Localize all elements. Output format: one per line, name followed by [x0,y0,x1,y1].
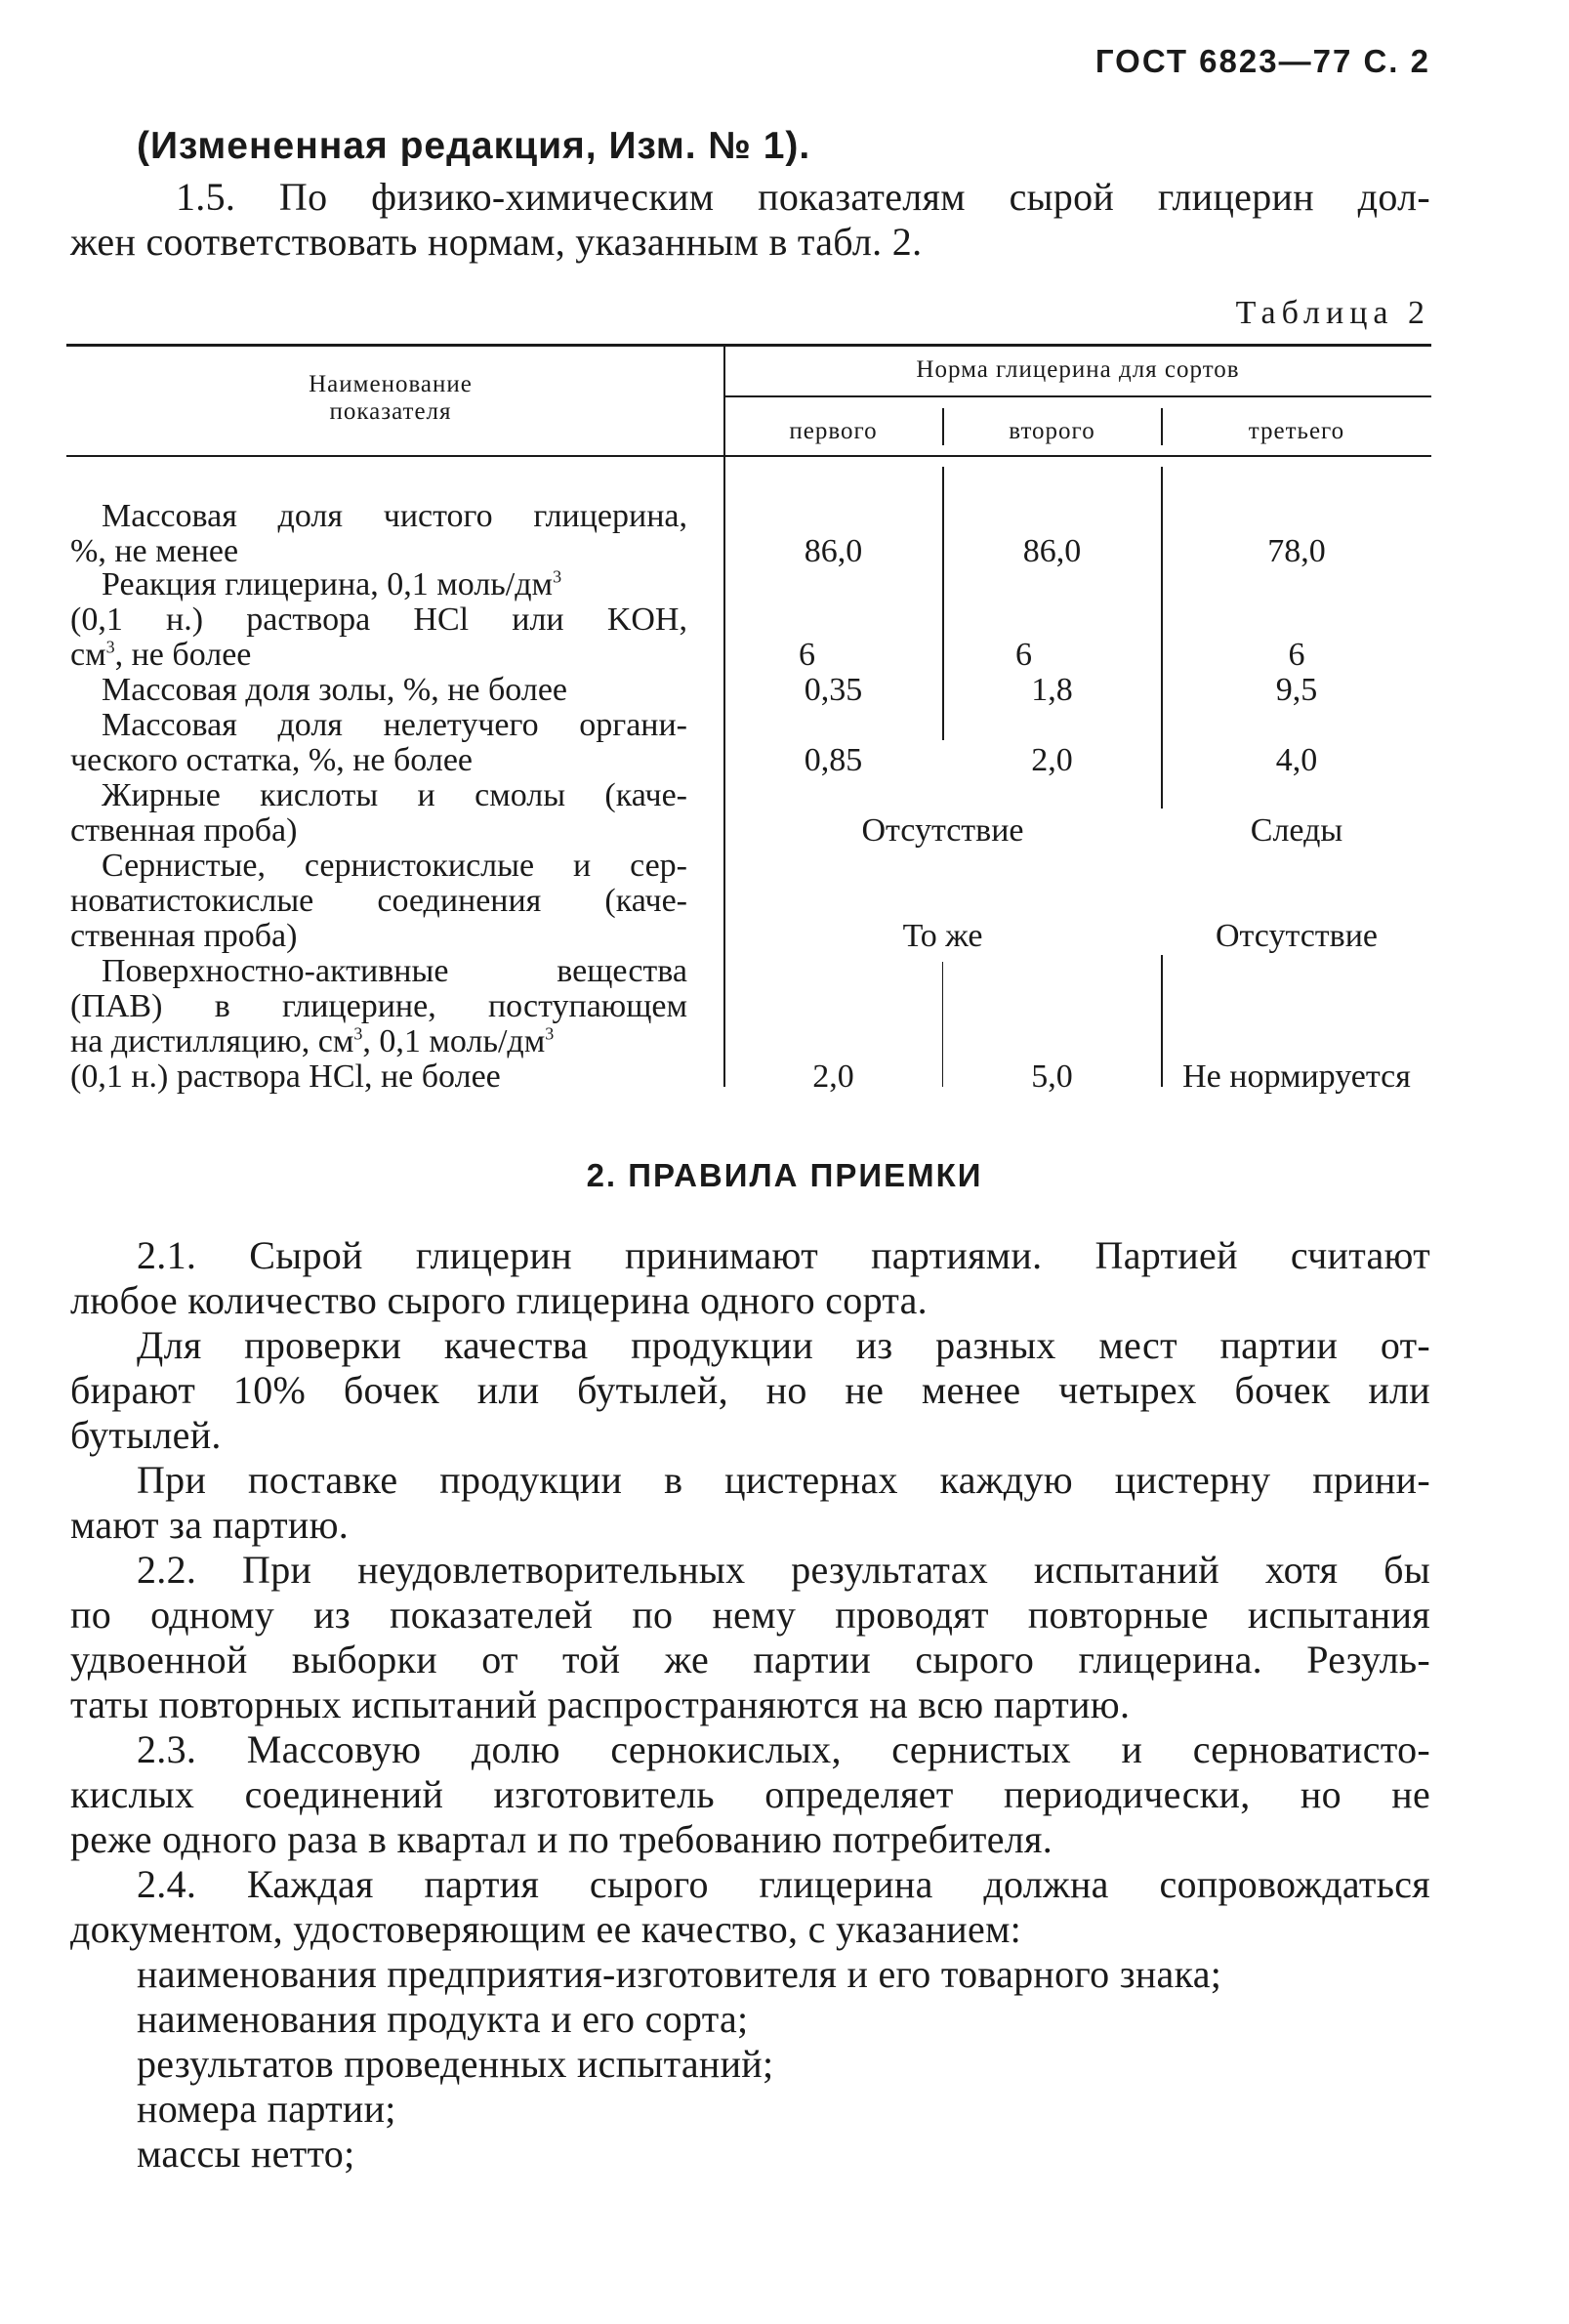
s2-line-20: номера партии; [137,2087,396,2131]
s2-line-10: удвоенной выборки от той же партии сырого глицерина. Резуль- [70,1638,1430,1681]
row5-name-line1: Жирные кислоты и смолы (каче- [102,777,687,813]
para-1-5-line1: 1.5. По физико-химическим показателям сырой глицерин дол- [176,175,1430,219]
s2-line-13: кислых соединений изготовитель определяет периодически, но не [70,1772,1430,1816]
col-norm-header: Норма глицерина для сортов [916,356,1240,383]
row1-grade3: 78,0 [1267,533,1326,569]
table-caption: Таблица 2 [1235,295,1430,331]
row4-grade1: 0,85 [804,742,863,778]
row7-text-d: , 0,1 моль/дм [362,1023,546,1059]
grade-1-header: первого [789,418,878,444]
s2-line-16: документом, удостоверяющим ее качество, с указанием: [70,1907,1022,1951]
s2-line-4: бирают 10% бочек или бутылей, но не менее четырех бочек или [70,1368,1430,1412]
row7-sup-d: 3 [545,1023,555,1044]
row3-name-line1: Массовая доля золы, %, не более [102,672,567,708]
s2-line-9: по одному из показателей по нему проводят повторные испытания [70,1593,1430,1637]
s2-line-6: При поставке продукции в цистернах каждую цистерну прини- [137,1458,1430,1502]
row2-name-line2: (0,1 н.) раствора HCl или KOH, [70,602,687,638]
row4-name-line1: Массовая доля нелетучего органи- [102,707,687,743]
row2-grade1: 6 [799,637,815,673]
s2-line-8: 2.2. При неудовлетворительных результатах испытаний хотя бы [137,1548,1430,1592]
row2-text-c: см [70,637,106,673]
row7-text-c: на дистилляцию, см [70,1023,354,1059]
row2-name-line3 [70,637,251,674]
row7-grade3: Не нормируется [1182,1058,1411,1095]
row7-name-line1: Поверхностно-активные вещества [102,953,687,989]
row4-name-line2: ческого остатка, %, не более [70,742,474,778]
s2-line-5: бутылей. [70,1413,222,1457]
row7-sup-c: 3 [353,1023,363,1044]
row1-grade2: 86,0 [1022,533,1082,569]
s2-line-17: наименования предприятия-изготовителя и его товарного знака; [137,1952,1222,1996]
row7-grade2: 5,0 [1031,1058,1073,1095]
s2-line-1: 2.1. Сырой глицерин принимают партиями. Партией считают [137,1233,1430,1277]
row1-name-line2: %, не менее [70,533,239,569]
s2-line-2: любое количество сырого глицерина одного сорта. [70,1278,928,1322]
row2-text-d: , не более [114,637,252,673]
row6-name-line2: новатистокислые соединения (каче- [70,883,687,919]
section-2-title: 2. ПРАВИЛА ПРИЕМКИ [586,1157,983,1193]
row6-grade12: То же [902,918,983,954]
row6-grade3: Отсутствие [1215,918,1379,954]
row7-name-line4: (0,1 н.) раствора HCl, не более [70,1058,501,1095]
grade-2-header: второго [1009,418,1095,444]
row7-name-line3 [70,1023,695,1060]
s2-line-18: наименования продукта и его сорта; [137,1997,749,2041]
row2-text-a: Реакция глицерина, 0,1 моль/дм [102,566,554,602]
row7-text-c-wrap [70,1023,554,1060]
s2-line-11: таты повторных испытаний распространяются на всю партию. [70,1682,1131,1726]
grade-3-header: третьего [1248,418,1345,444]
table-header-bottom-rule [66,455,1431,457]
table-top-rule [66,344,1431,347]
col-name-header [215,371,566,426]
table-vline-name [723,347,725,1087]
amendment-note: (Измененная редакция, Изм. № 1). [137,125,811,167]
row7-grade1: 2,0 [812,1058,854,1095]
row2-grade3: 6 [1288,637,1305,673]
s2-line-21: массы нетто; [137,2132,355,2176]
row2-sup-c: 3 [105,637,115,657]
s2-line-12: 2.3. Массовую долю сернокислых, сернистых и серноватисто- [137,1727,1430,1771]
row1-name-line1: Массовая доля чистого глицерина, [102,498,687,534]
row5-grade3: Следы [1250,812,1343,849]
row1-grade1: 86,0 [804,533,863,569]
s2-line-19: результатов проведенных испытаний; [137,2042,774,2086]
s2-line-7: мают за партию. [70,1503,350,1547]
row6-name-line1: Сернистые, сернистокислые и сер- [102,848,687,884]
row3-grade3: 9,5 [1275,672,1318,708]
para-1-5-line2: жен соответствовать нормам, указанным в табл. 2. [70,220,923,264]
row2-grade2: 6 [1015,637,1032,673]
row4-grade3: 4,0 [1275,742,1318,778]
row4-grade2: 2,0 [1031,742,1073,778]
row2-name-line1 [102,566,687,603]
row6-name-line3: ственная проба) [70,918,298,954]
s2-line-14: реже одного раза в квартал и по требованию потребителя. [70,1817,1053,1861]
s2-line-15: 2.4. Каждая партия сырого глицерина должна сопровождаться [137,1862,1430,1906]
s2-line-3: Для проверки качества продукции из разных мест партии от- [137,1323,1430,1367]
running-title: ГОСТ 6823—77 С. 2 [1094,43,1430,79]
table-subheader-rule [724,395,1431,397]
col-name-line2: показателя [329,398,452,425]
row5-grade12: Отсутствие [861,812,1024,849]
row3-grade1: 0,35 [804,672,863,708]
row5-name-line2: ственная проба) [70,812,298,849]
row7-name-line2: (ПАВ) в глицерине, поступающем [70,988,687,1024]
row3-grade2: 1,8 [1031,672,1073,708]
row2-sup-a: 3 [553,566,562,587]
col-name-line1: Наименование [309,371,473,397]
